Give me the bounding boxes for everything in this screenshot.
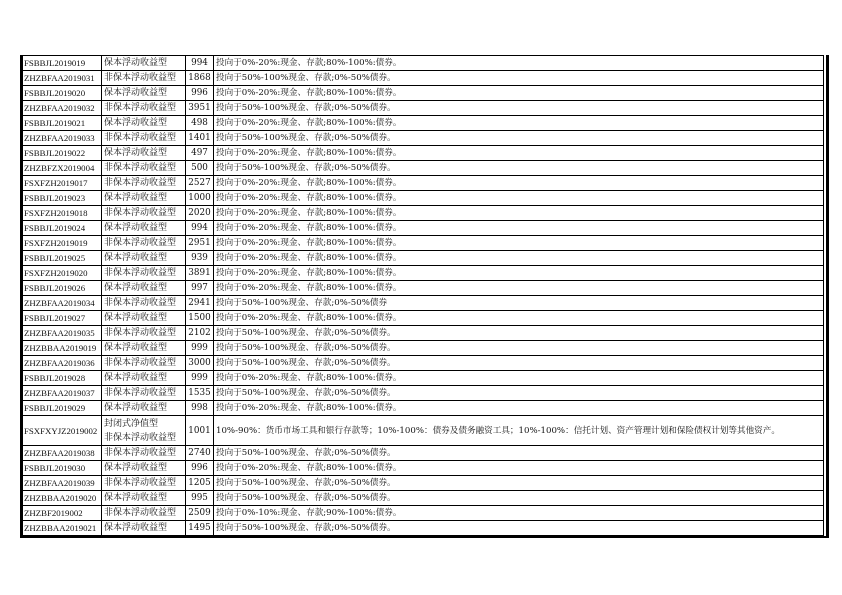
table-row bbox=[23, 371, 824, 386]
table-row bbox=[23, 161, 824, 176]
product-type-label: 非保本浮动收益型 bbox=[104, 238, 177, 248]
amount-cell: 3891 bbox=[186, 266, 214, 281]
product-code-cell: FSBBJL2019027 bbox=[23, 311, 102, 326]
table-row bbox=[23, 356, 824, 371]
amount-cell: 996 bbox=[186, 86, 214, 101]
product-code-cell: ZHZBBAA2019019 bbox=[23, 341, 102, 356]
product-type-label: 保本浮动收益型 bbox=[104, 373, 168, 383]
amount-cell: 999 bbox=[186, 341, 214, 356]
table-row bbox=[23, 401, 824, 416]
amount-cell: 1000 bbox=[186, 191, 214, 206]
product-code-cell: FSBBJL2019022 bbox=[23, 146, 102, 161]
amount-cell: 3000 bbox=[186, 356, 214, 371]
product-code-cell: FSBBJL2019019 bbox=[23, 56, 102, 71]
investment-description-cell: 投向于50%-100%现金、存款;0%-50%债券。 bbox=[214, 131, 824, 146]
product-code-cell: FSXFZH2019019 bbox=[23, 236, 102, 251]
product-type-label: 保本浮动收益型 bbox=[104, 223, 168, 233]
product-type-cell bbox=[102, 191, 186, 206]
product-type-cell bbox=[102, 221, 186, 236]
product-type-cell bbox=[102, 341, 186, 356]
product-type-label: 非保本浮动收益型 bbox=[104, 478, 177, 488]
product-type-label: 保本浮动收益型 bbox=[104, 253, 168, 263]
amount-cell: 497 bbox=[186, 146, 214, 161]
amount-cell: 994 bbox=[186, 221, 214, 236]
investment-description-cell: 投向于50%-100%现金、存款;0%-50%债券 bbox=[214, 296, 824, 311]
table-row bbox=[23, 296, 824, 311]
product-code-cell: FSXFZH2019020 bbox=[23, 266, 102, 281]
product-type-label: 非保本浮动收益型 bbox=[104, 103, 177, 113]
product-code-cell: FSBBJL2019023 bbox=[23, 191, 102, 206]
product-code-cell: FSBBJL2019024 bbox=[23, 221, 102, 236]
product-type-label: 非保本浮动收益型 bbox=[104, 328, 177, 338]
product-type-label: 非保本浮动收益型 bbox=[104, 358, 177, 368]
amount-cell: 1401 bbox=[186, 131, 214, 146]
product-code-cell: FSBBJL2019021 bbox=[23, 116, 102, 131]
investment-description-cell: 投向于0%-20%:现金、存款;80%-100%:债券。 bbox=[214, 146, 824, 161]
product-type-label: 保本浮动收益型 bbox=[104, 148, 168, 158]
product-type-label: 非保本浮动收益型 bbox=[104, 208, 177, 218]
product-type-cell bbox=[102, 251, 186, 266]
product-type-label: 封闭式净值型 bbox=[104, 418, 159, 429]
product-code-cell: ZHZBBAA2019021 bbox=[23, 521, 102, 536]
investment-description-cell: 投向于0%-20%:现金、存款;80%-100%:债券。 bbox=[214, 461, 824, 476]
table-row bbox=[23, 281, 824, 296]
table-row bbox=[23, 476, 824, 491]
product-type-cell bbox=[102, 521, 186, 536]
product-code-cell: ZHZBFAA2019039 bbox=[23, 476, 102, 491]
product-type-cell bbox=[102, 101, 186, 116]
product-type-label: 非保本浮动收益型 bbox=[104, 133, 177, 143]
product-type-label: 非保本浮动收益型 bbox=[104, 508, 177, 518]
investment-description-cell: 投向于0%-20%:现金、存款;80%-100%:债券。 bbox=[214, 266, 824, 281]
product-code-cell: ZHZBF2019002 bbox=[23, 506, 102, 521]
investment-description-cell: 投向于50%-100%现金、存款;0%-50%债券。 bbox=[214, 161, 824, 176]
product-type-cell bbox=[102, 56, 186, 71]
product-code-cell: FSBBJL2019025 bbox=[23, 251, 102, 266]
product-type-label: 保本浮动收益型 bbox=[104, 283, 168, 293]
product-type-cell bbox=[102, 146, 186, 161]
table-row bbox=[23, 311, 824, 326]
table-row bbox=[23, 131, 824, 146]
table-row bbox=[23, 266, 824, 281]
product-type-label: 非保本浮动收益型 bbox=[104, 178, 177, 188]
product-type-label: 保本浮动收益型 bbox=[104, 463, 168, 473]
product-type-cell bbox=[102, 161, 186, 176]
product-type-cell bbox=[102, 491, 186, 506]
product-type-label: 非保本浮动收益型 bbox=[104, 163, 177, 173]
investment-description-cell: 投向于50%-100%现金、存款;0%-50%债券。 bbox=[214, 356, 824, 371]
amount-cell: 2509 bbox=[186, 506, 214, 521]
investment-description-cell: 投向于50%-100%现金、存款;0%-50%债券。 bbox=[214, 446, 824, 461]
table-row bbox=[23, 386, 824, 401]
amount-cell: 995 bbox=[186, 491, 214, 506]
amount-cell: 500 bbox=[186, 161, 214, 176]
product-type-cell bbox=[102, 416, 186, 446]
amount-cell: 2951 bbox=[186, 236, 214, 251]
amount-cell: 498 bbox=[186, 116, 214, 131]
product-type-cell bbox=[102, 281, 186, 296]
table-row bbox=[23, 116, 824, 131]
table-row bbox=[23, 146, 824, 161]
investment-description-cell: 投向于50%-100%现金、存款;0%-50%债券。 bbox=[214, 101, 824, 116]
product-code-cell: FSBBJL2019028 bbox=[23, 371, 102, 386]
table-row bbox=[23, 206, 824, 221]
investment-description-cell: 投向于0%-20%:现金、存款;80%-100%:债券。 bbox=[214, 251, 824, 266]
product-code-cell: ZHZBFAA2019037 bbox=[23, 386, 102, 401]
amount-cell: 1868 bbox=[186, 71, 214, 86]
investment-description-cell: 投向于50%-100%现金、存款;0%-50%债券。 bbox=[214, 386, 824, 401]
table-row bbox=[23, 461, 824, 476]
product-code-cell: FSBBJL2019020 bbox=[23, 86, 102, 101]
product-type-cell bbox=[102, 386, 186, 401]
product-type-label: 保本浮动收益型 bbox=[104, 313, 168, 323]
product-code-cell: ZHZBFAA2019032 bbox=[23, 101, 102, 116]
investment-description-cell: 投向于0%-20%:现金、存款;80%-100%:债券。 bbox=[214, 176, 824, 191]
product-code-cell: ZHZBFZX2019004 bbox=[23, 161, 102, 176]
product-type-cell bbox=[102, 236, 186, 251]
product-code-cell: FSXFXYJZ2019002 bbox=[23, 416, 102, 446]
investment-description-cell: 投向于0%-20%:现金、存款;80%-100%:债券。 bbox=[214, 56, 824, 71]
investment-description-cell: 投向于0%-20%:现金、存款;80%-100%:债券。 bbox=[214, 401, 824, 416]
product-type-cell bbox=[102, 356, 186, 371]
amount-cell: 3951 bbox=[186, 101, 214, 116]
table-row bbox=[23, 56, 824, 71]
table-row bbox=[23, 221, 824, 236]
amount-cell: 2740 bbox=[186, 446, 214, 461]
amount-cell: 1205 bbox=[186, 476, 214, 491]
investment-description-cell: 投向于50%-100%现金、存款;0%-50%债券。 bbox=[214, 341, 824, 356]
table-row bbox=[23, 251, 824, 266]
product-type-cell bbox=[102, 86, 186, 101]
table-row bbox=[23, 446, 824, 461]
product-type-label: 保本浮动收益型 bbox=[104, 118, 168, 128]
amount-cell: 2527 bbox=[186, 176, 214, 191]
product-code-cell: FSBBJL2019030 bbox=[23, 461, 102, 476]
investment-description-cell: 投向于50%-100%现金、存款;0%-50%债券。 bbox=[214, 521, 824, 536]
product-table-sheet bbox=[20, 55, 829, 538]
product-type-cell bbox=[102, 266, 186, 281]
product-type-label: 非保本浮动收益型 bbox=[104, 448, 177, 458]
amount-cell: 2102 bbox=[186, 326, 214, 341]
amount-cell: 1535 bbox=[186, 386, 214, 401]
amount-cell: 1001 bbox=[186, 416, 214, 446]
amount-cell: 997 bbox=[186, 281, 214, 296]
investment-description-cell: 投向于0%-20%:现金、存款;80%-100%:债券。 bbox=[214, 311, 824, 326]
product-code-cell: ZHZBBAA2019020 bbox=[23, 491, 102, 506]
product-type-cell bbox=[102, 476, 186, 491]
product-type-label: 保本浮动收益型 bbox=[104, 88, 168, 98]
product-type-cell bbox=[102, 206, 186, 221]
product-type-cell bbox=[102, 296, 186, 311]
investment-description-cell: 投向于0%-20%:现金、存款;80%-100%:债券。 bbox=[214, 116, 824, 131]
investment-description-cell: 投向于0%-10%:现金、存款;90%-100%:债券。 bbox=[214, 506, 824, 521]
amount-cell: 2941 bbox=[186, 296, 214, 311]
table-row bbox=[23, 506, 824, 521]
product-code-cell: ZHZBFAA2019033 bbox=[23, 131, 102, 146]
product-code-cell: FSBBJL2019029 bbox=[23, 401, 102, 416]
investment-description-cell: 投向于50%-100%现金、存款;0%-50%债券。 bbox=[214, 71, 824, 86]
product-type-label: 非保本浮动收益型 bbox=[104, 432, 177, 443]
amount-cell: 996 bbox=[186, 461, 214, 476]
product-type-label: 保本浮动收益型 bbox=[104, 58, 168, 68]
product-table bbox=[22, 55, 824, 536]
product-code-cell: ZHZBFAA2019036 bbox=[23, 356, 102, 371]
product-type-label: 保本浮动收益型 bbox=[104, 523, 168, 533]
product-code-cell: ZHZBFAA2019031 bbox=[23, 71, 102, 86]
amount-cell: 1500 bbox=[186, 311, 214, 326]
table-row bbox=[23, 71, 824, 86]
investment-description-cell: 投向于50%-100%现金、存款;0%-50%债券。 bbox=[214, 476, 824, 491]
product-type-cell bbox=[102, 176, 186, 191]
table-row bbox=[23, 416, 824, 446]
investment-description-cell: 投向于0%-20%:现金、存款;80%-100%:债券。 bbox=[214, 371, 824, 386]
table-row bbox=[23, 236, 824, 251]
product-type-label: 非保本浮动收益型 bbox=[104, 268, 177, 278]
product-type-cell bbox=[102, 326, 186, 341]
investment-description-cell: 投向于0%-20%:现金、存款;80%-100%:债券。 bbox=[214, 281, 824, 296]
product-code-cell: ZHZBFAA2019035 bbox=[23, 326, 102, 341]
product-type-cell bbox=[102, 401, 186, 416]
amount-cell: 999 bbox=[186, 371, 214, 386]
amount-cell: 998 bbox=[186, 401, 214, 416]
product-type-label: 保本浮动收益型 bbox=[104, 403, 168, 413]
table-row bbox=[23, 491, 824, 506]
amount-cell: 939 bbox=[186, 251, 214, 266]
table-row bbox=[23, 101, 824, 116]
product-code-cell: FSXFZH2019018 bbox=[23, 206, 102, 221]
investment-description-cell: 投向于0%-20%:现金、存款;80%-100%:债券。 bbox=[214, 236, 824, 251]
product-code-cell: FSBBJL2019026 bbox=[23, 281, 102, 296]
product-type-label: 保本浮动收益型 bbox=[104, 493, 168, 503]
product-type-cell bbox=[102, 461, 186, 476]
product-type-label: 保本浮动收益型 bbox=[104, 343, 168, 353]
product-type-cell bbox=[102, 371, 186, 386]
product-type-label: 非保本浮动收益型 bbox=[104, 388, 177, 398]
table-row bbox=[23, 341, 824, 356]
amount-cell: 1495 bbox=[186, 521, 214, 536]
product-type-cell bbox=[102, 506, 186, 521]
table-row bbox=[23, 176, 824, 191]
product-table-body bbox=[23, 56, 824, 536]
investment-description-cell: 投向于0%-20%:现金、存款;80%-100%:债券。 bbox=[214, 86, 824, 101]
table-row bbox=[23, 521, 824, 536]
product-code-cell: ZHZBFAA2019038 bbox=[23, 446, 102, 461]
investment-description-cell: 10%-90%：货币市场工具和银行存款等；10%-100%：债券及债务融资工具；10%-100%：信托计划、资产管理计划和保险债权计划等其他资产。 bbox=[214, 416, 824, 446]
product-type-label: 非保本浮动收益型 bbox=[104, 73, 177, 83]
product-type-label: 保本浮动收益型 bbox=[104, 193, 168, 203]
amount-cell: 2020 bbox=[186, 206, 214, 221]
amount-cell: 994 bbox=[186, 56, 214, 71]
product-type-cell bbox=[102, 311, 186, 326]
investment-description-cell: 投向于50%-100%现金、存款;0%-50%债券。 bbox=[214, 491, 824, 506]
product-code-cell: ZHZBFAA2019034 bbox=[23, 296, 102, 311]
investment-description-cell: 投向于0%-20%:现金、存款;80%-100%:债券。 bbox=[214, 221, 824, 236]
table-row bbox=[23, 191, 824, 206]
product-type-cell bbox=[102, 116, 186, 131]
product-code-cell: FSXFZH2019017 bbox=[23, 176, 102, 191]
table-row bbox=[23, 86, 824, 101]
product-type-label: 非保本浮动收益型 bbox=[104, 298, 177, 308]
product-type-cell bbox=[102, 71, 186, 86]
product-type-cell bbox=[102, 446, 186, 461]
investment-description-cell: 投向于50%-100%现金、存款;0%-50%债券。 bbox=[214, 326, 824, 341]
table-row bbox=[23, 326, 824, 341]
product-type-cell bbox=[102, 131, 186, 146]
investment-description-cell: 投向于0%-20%:现金、存款;80%-100%:债券。 bbox=[214, 191, 824, 206]
investment-description-cell: 投向于0%-20%:现金、存款;80%-100%:债券。 bbox=[214, 206, 824, 221]
